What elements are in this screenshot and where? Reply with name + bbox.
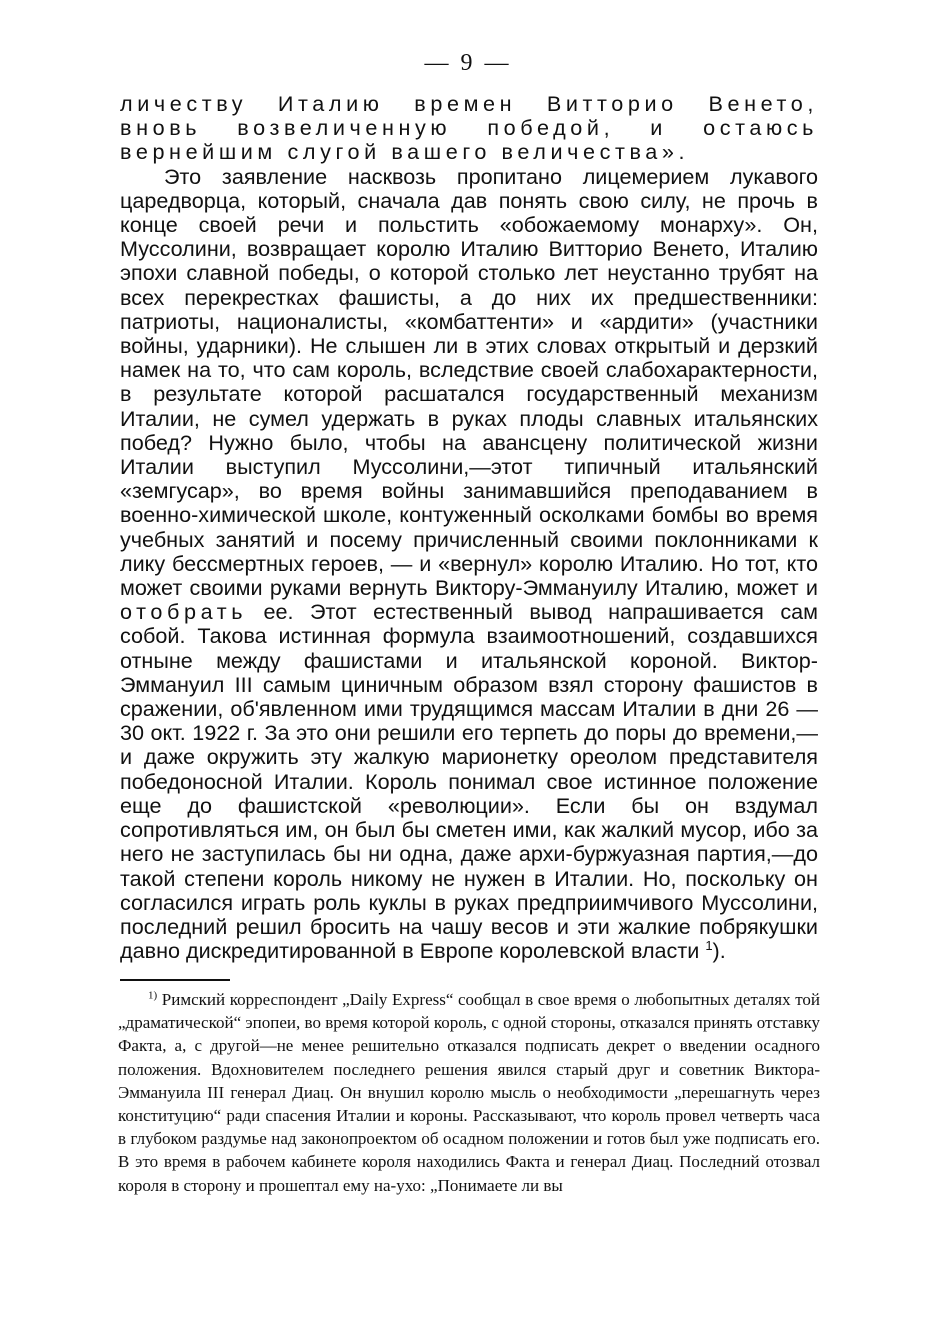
paragraph-text-continued: ее. Этот естественный вывод напрашивается сам собой. Такова истинная формула взаимоотношений, создавшихся отныне между фашистами и итальянской короной. Виктор-Эммануил III самым циничным образом взял сторону фашистов в сражении, об'явленном ими трудящимся массам Италии в дни 26 — 30 окт. 1922 г. За это они решили его терпеть до поры до времени,—и даже окружить эту жалкую марионетку ореолом представителя победоносной Италии. Король понимал свое истинное положение еще до фашистской «революции». Если бы он вздумал сопротивляться им, он был бы сметен ими, как жалкий мусор, ибо за него не заступилась бы ни одна, даже архи-буржуазная партия,—до такой степени король никому не нужен в Италии. Но, поскольку он согласился играть роль куклы в руках предприимчивого Муссолини, последний решил бросить на чашу весов и эти жалкие побрякушки давно дискредитированной в Европе королевской власти [120,599,818,964]
footnote-paragraph [118,988,820,1197]
main-text [120,92,818,963]
footnote-divider [120,979,230,981]
footnote-text: Римский корреспондент „Daily Express“ сообщал в свое время о любопытных деталях той „драматической“ эпопеи, во время которой король, с одной стороны, отказался принять отставку Факта, а, с другой—не менее решительно отказался подписать декрет о введении осадного положения. Вдохновителем последнего решения явился старый друг и советник Виктора-Эммануила III генерал Диац. Он внушил королю мысль о необходимости „перешагнуть через конституцию“ ради спасения Италии и короны. Рассказывают, что король провел четверть часа в глубоком раздумье над законопроектом об осадном положении и готов был уже подписать его. В это время в рабочем кабинете короля находились Факта и генерал Диац. Последний отозвал короля в сторону и прошептал ему на-ухо: „Понимаете ли вы [118,990,820,1195]
page-number: — 9 — [424,50,512,76]
footnote-reference: 1 [705,937,713,953]
paragraph-main [120,165,818,964]
paragraph-text: Это заявление насквозь пропитано лицемерием лукавого царедворца, который, сначала дав понять свою силу, не прочь в конце своей речи и польстить «обожаемому монарху». Он, Муссолини, возвращает королю Италию Витторио Венето, Италию эпохи славной победы, о которой столько лет неустанно трубят на всех перекрестках фашисты, а до них их предшественники: патриоты, националисты, «комбаттенти» и «ардити» (участники войны, ударники). Не слышен ли в этих словах открытый и дерзкий намек на то, что сам король, вследствие своей слабохарактерности, в результате которой расшатался государственный механизм Италии, не сумел удержать в руках плоды славных итальянских побед? Нужно было, чтобы на авансцену политической жизни Италии выступил Муссолини,—этот типичный итальянский «земгусар», во время войны занимавшийся преподаванием в военно-химической школе, контуженный осколками бомбы во время учебных занятий и посему причисленный своими поклонниками к лику бессмертных героев, — и «вернул» королю Италию. Но тот, кто может своими руками вернуть Виктору-Эммануилу Италию, может и [120,163,818,601]
quote-ending: личеству Италию времен Витторио Венето, вновь возвеличенную победой, и остаюсь вернейшим слугой вашего величества». [120,91,818,165]
footnote-marker: 1) [148,989,158,1002]
paragraph-ending: ). [712,938,726,964]
emphasized-word: отобрать [120,599,248,625]
footnote [118,988,820,1197]
